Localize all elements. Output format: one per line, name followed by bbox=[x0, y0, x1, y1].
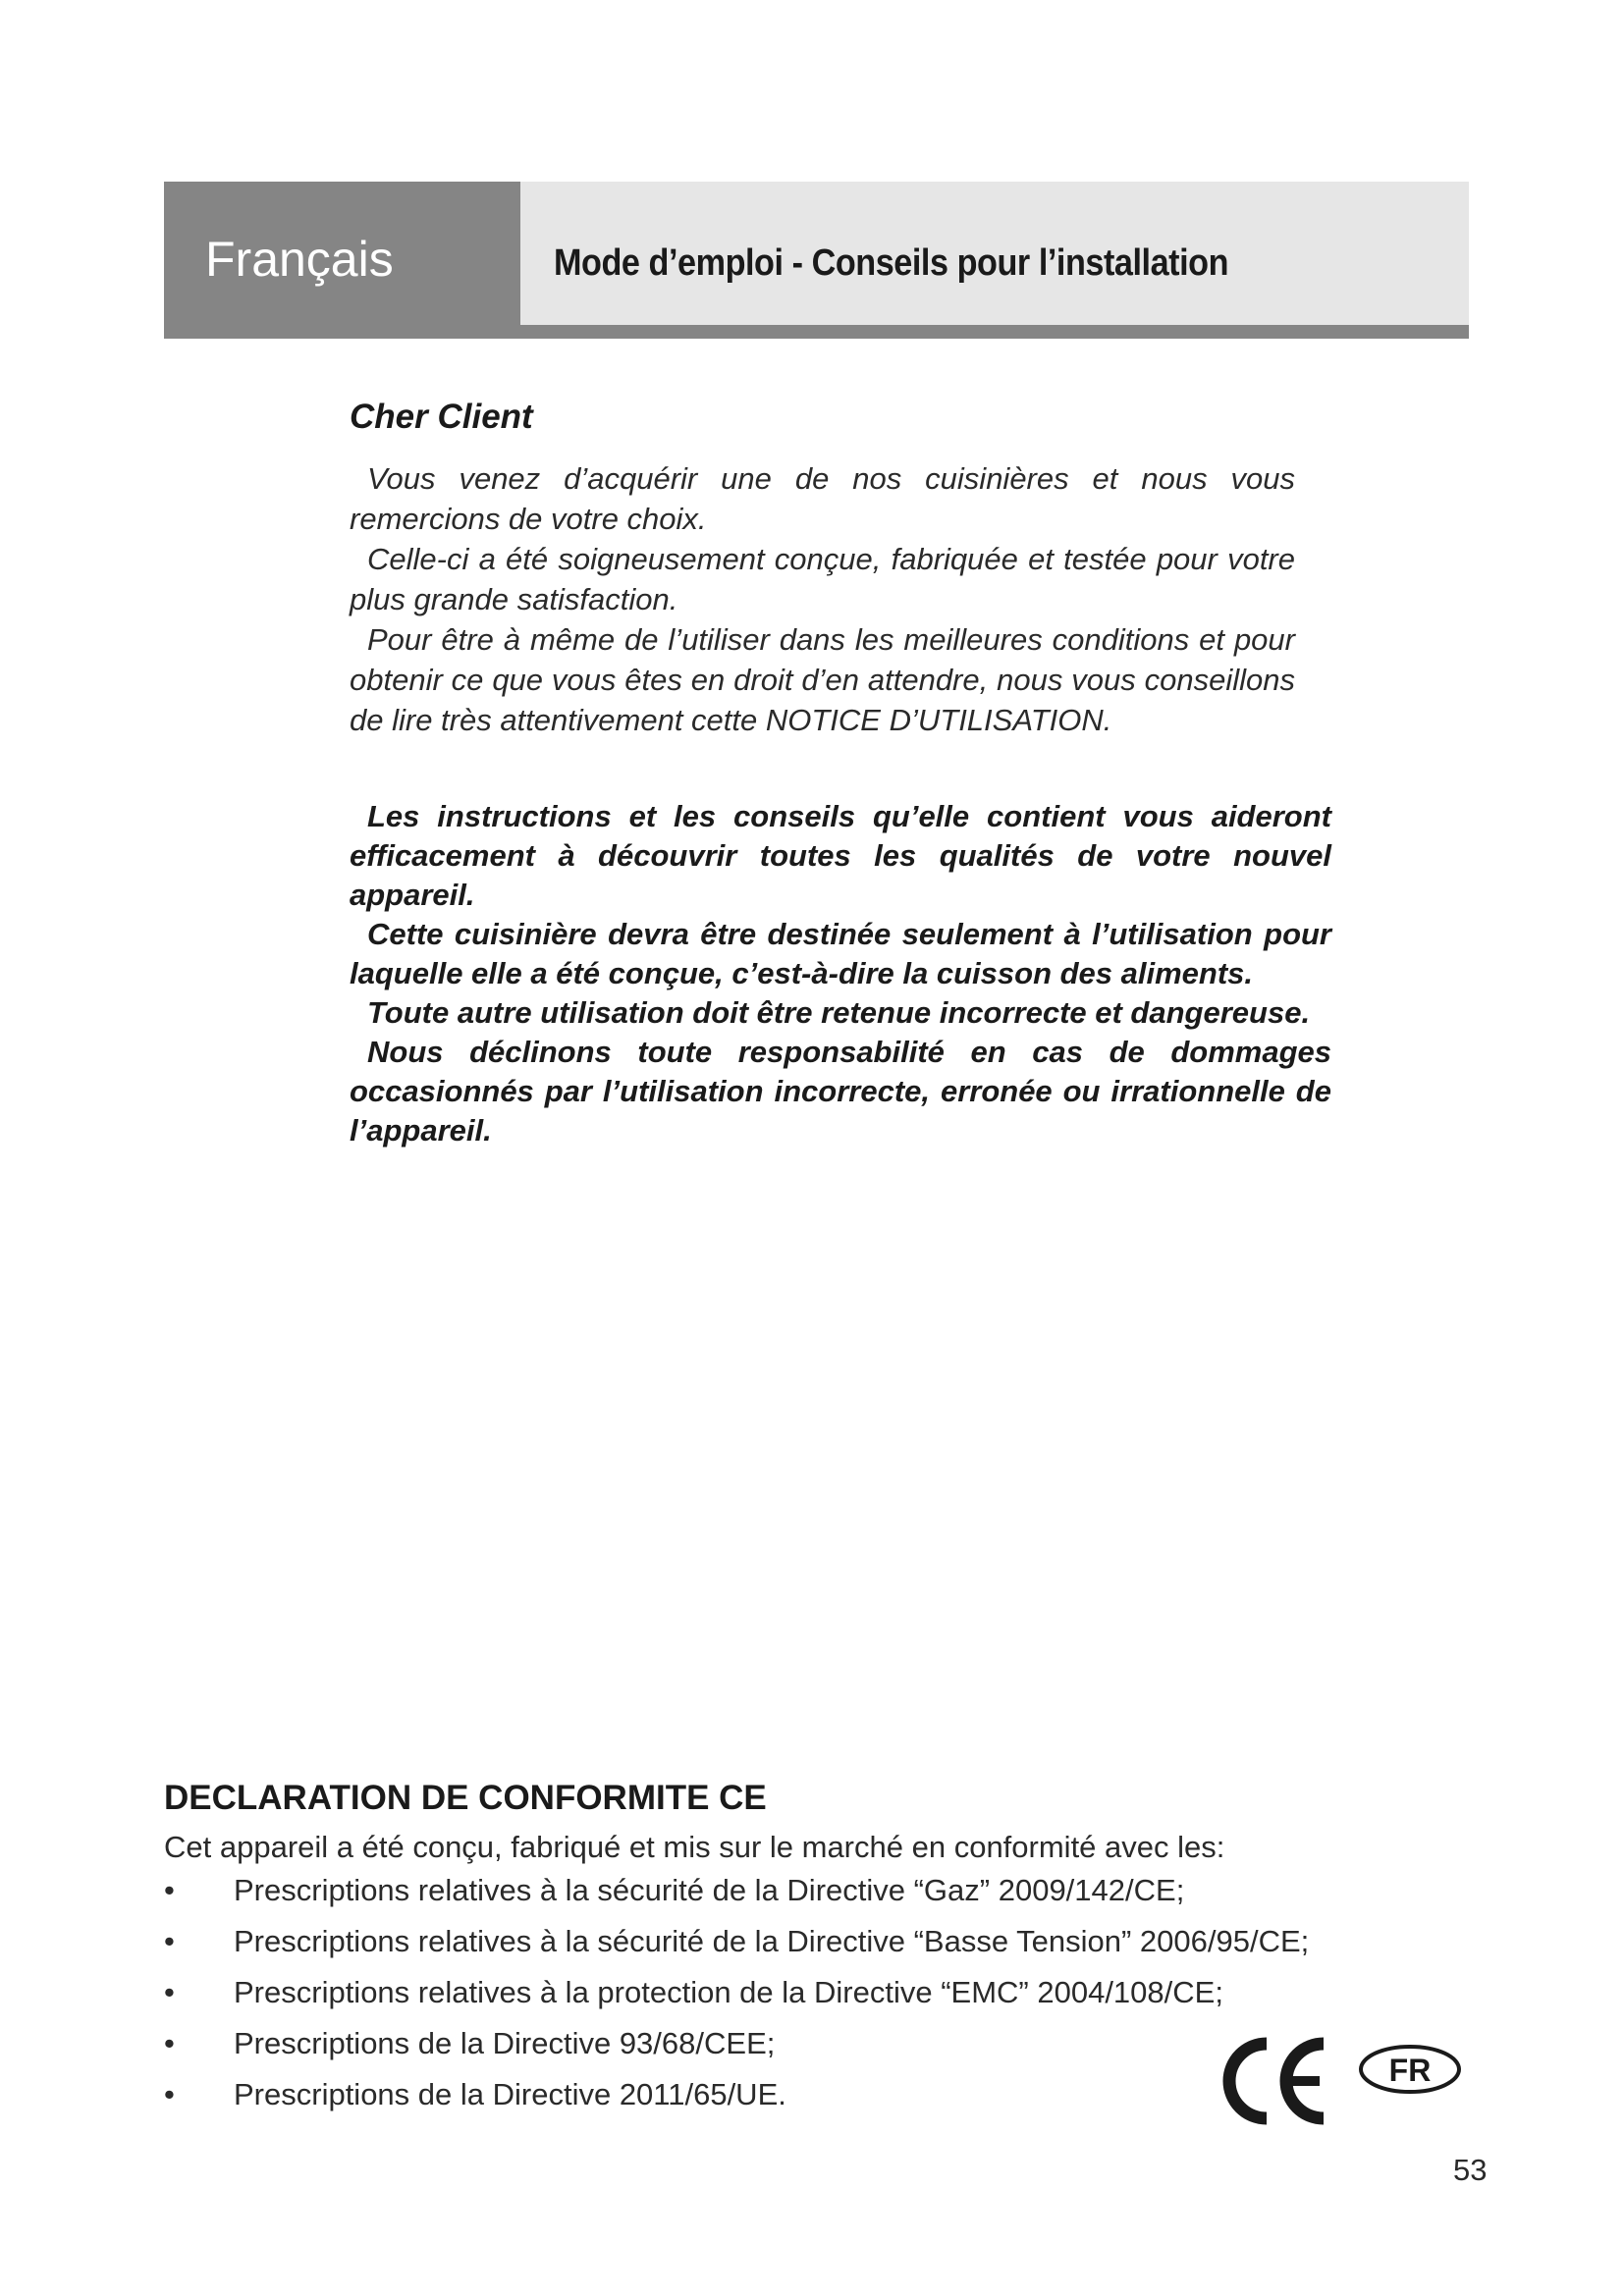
safety-notice bbox=[350, 797, 1331, 1150]
ce-country-code: FR bbox=[1388, 2053, 1432, 2088]
ce-mark-icon bbox=[1210, 2030, 1465, 2132]
bullet-icon: • bbox=[164, 2026, 175, 2060]
directive-text: Prescriptions de la Directive 93/68/CEE; bbox=[234, 2026, 776, 2060]
declaration-intro: Cet appareil a été conçu, fabriqué et mis sur le marché en conformité avec les: bbox=[164, 1830, 1225, 1864]
intro-paragraph: Pour être à même de l’utiliser dans les meilleures conditions et pour obtenir ce que vous êtes en droit d’en attendre, nous vous conseillons de lire très attentivement cette NOTICE D’UTILISATION. bbox=[350, 622, 1295, 737]
page-number: 53 bbox=[1453, 2153, 1488, 2187]
directive-text: Prescriptions de la Directive 2011/65/UE. bbox=[234, 2077, 786, 2111]
notice-paragraph: Nous déclinons toute responsabilité en cas de dommages occasionnés par l’utilisation incorrecte, erronée ou irrationnelle de l’appareil. bbox=[350, 1035, 1331, 1148]
bullet-icon: • bbox=[164, 2077, 175, 2111]
greeting-heading: Cher Client bbox=[350, 398, 533, 436]
intro-text bbox=[350, 458, 1295, 740]
bullet-icon: • bbox=[164, 1924, 175, 1958]
directive-text: Prescriptions relatives à la sécurité de la Directive “Gaz” 2009/142/CE; bbox=[234, 1873, 1185, 1907]
notice-paragraph: Cette cuisinière devra être destinée seulement à l’utilisation pour laquelle elle a été conçue, c’est-à-dire la cuisson des aliments. bbox=[350, 917, 1331, 990]
directive-text: Prescriptions relatives à la sécurité de la Directive “Basse Tension” 2006/95/CE; bbox=[234, 1924, 1310, 1958]
page-header bbox=[164, 182, 1469, 339]
page-title: Mode d’emploi - Conseils pour l’installation bbox=[554, 242, 1229, 284]
intro-paragraph: Celle-ci a été soigneusement conçue, fabriquée et testée pour votre plus grande satisfaction. bbox=[350, 542, 1295, 616]
language-label: Français bbox=[205, 232, 394, 287]
notice-paragraph: Les instructions et les conseils qu’elle contient vous aideront efficacement à découvrir toutes les qualités de votre nouvel appareil. bbox=[350, 799, 1331, 912]
declaration-title: DECLARATION DE CONFORMITE CE bbox=[164, 1779, 767, 1817]
language-tab bbox=[164, 182, 520, 339]
notice-paragraph: Toute autre utilisation doit être retenue incorrecte et dangereuse. bbox=[367, 995, 1311, 1030]
bullet-icon: • bbox=[164, 1975, 175, 2009]
header-divider bbox=[520, 325, 1469, 339]
bullet-icon: • bbox=[164, 1873, 175, 1907]
directive-text: Prescriptions relatives à la protection de la Directive “EMC” 2004/108/CE; bbox=[234, 1975, 1223, 2009]
intro-paragraph: Vous venez d’acquérir une de nos cuisinières et nous vous remercions de votre choix. bbox=[350, 461, 1295, 536]
